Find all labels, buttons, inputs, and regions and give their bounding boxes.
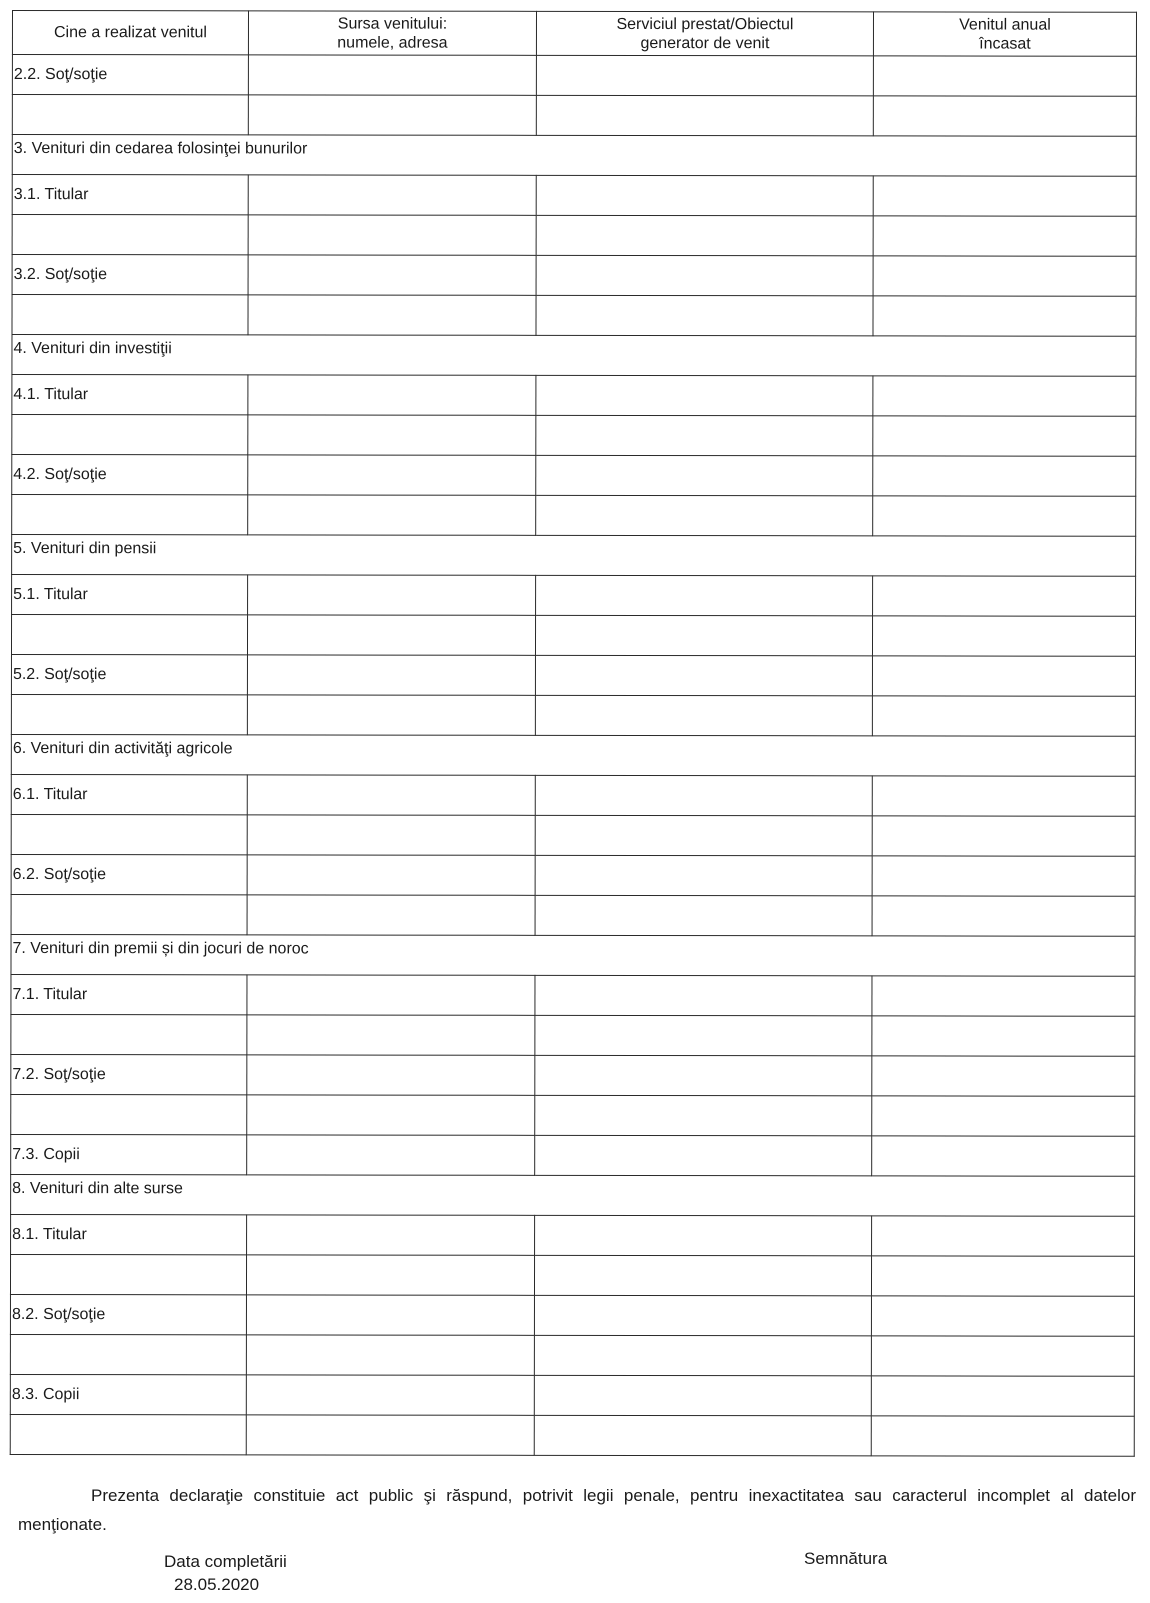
table-row [10, 1254, 1134, 1296]
cell-who: 8.3. Copii [10, 1374, 246, 1414]
table-row [10, 1334, 1134, 1376]
cell-annual-income [872, 1216, 1135, 1256]
cell-who: 7.3. Copii [11, 1134, 247, 1174]
cell-service [535, 815, 872, 856]
section-row [12, 135, 1136, 177]
table-body [10, 55, 1136, 1457]
cell-annual-income [872, 1136, 1135, 1176]
section-title: 6. Venituri din activităţi agricole [11, 734, 1135, 776]
section-title: 3. Venituri din cedarea folosinţei bunurilor [12, 135, 1136, 177]
cell-source [247, 975, 535, 1015]
section-title: 4. Venituri din investiţii [12, 335, 1136, 377]
cell-annual-income [872, 896, 1135, 936]
cell-service [535, 895, 872, 936]
cell-service [535, 655, 872, 696]
table-row [12, 55, 1136, 97]
cell-service [536, 175, 873, 216]
cell-source [247, 815, 535, 855]
header-source [248, 11, 536, 55]
section-row [12, 335, 1136, 377]
section-title: 8. Venituri din alte surse [11, 1174, 1135, 1216]
cell-annual-income [872, 696, 1135, 736]
cell-who: 3.2. Soţ/soţie [12, 255, 248, 295]
cell-service [535, 975, 872, 1016]
cell-source [248, 495, 536, 535]
table-row [11, 854, 1135, 896]
table-row [12, 495, 1136, 537]
section-row [11, 734, 1135, 776]
cell-service [536, 95, 873, 136]
cell-who [12, 295, 248, 335]
cell-source [247, 655, 535, 695]
table-row [12, 95, 1136, 137]
completion-date-value: 28.05.2020 [174, 1575, 260, 1594]
table-row [11, 1014, 1135, 1056]
cell-source [248, 375, 536, 415]
cell-who [12, 495, 248, 535]
section-row [11, 1174, 1135, 1216]
cell-service [535, 1095, 872, 1136]
cell-annual-income [871, 1256, 1134, 1296]
cell-source [246, 1255, 534, 1295]
cell-service [534, 1295, 871, 1336]
cell-source [246, 1375, 534, 1415]
cell-source [247, 615, 535, 655]
table-row [12, 175, 1136, 217]
cell-annual-income [872, 1056, 1135, 1096]
cell-annual-income [873, 56, 1136, 96]
cell-source [248, 415, 536, 455]
table-row [12, 215, 1136, 257]
cell-service [534, 1255, 871, 1296]
cell-service [536, 375, 873, 416]
table-row [11, 694, 1135, 736]
cell-annual-income [872, 1096, 1135, 1136]
table-row [11, 1214, 1135, 1256]
cell-who: 3.1. Titular [12, 175, 248, 215]
cell-annual-income [873, 496, 1136, 536]
table-row [11, 974, 1135, 1016]
cell-source [248, 575, 536, 615]
cell-annual-income [872, 856, 1135, 896]
cell-annual-income [872, 976, 1135, 1016]
cell-service [536, 455, 873, 496]
cell-source [248, 215, 536, 255]
cell-service [535, 1215, 872, 1256]
cell-source [248, 455, 536, 495]
table-row [12, 415, 1136, 457]
cell-source [247, 1015, 535, 1055]
cell-source [247, 855, 535, 895]
table-row [12, 375, 1136, 417]
cell-who: 5.2. Soţ/soţie [11, 655, 247, 695]
header-service-text: Serviciul prestat/Obiectul generator de venit [616, 15, 794, 52]
cell-who: 7.2. Soţ/soţie [11, 1054, 247, 1094]
cell-service [535, 615, 872, 656]
table-header-row [12, 11, 1136, 57]
cell-who: 8.2. Soţ/soţie [10, 1294, 246, 1334]
cell-annual-income [872, 656, 1135, 696]
cell-source [247, 1135, 535, 1175]
cell-who [12, 415, 248, 455]
cell-service [536, 215, 873, 256]
cell-service [535, 1135, 872, 1176]
cell-service [536, 575, 873, 616]
cell-who: 5.1. Titular [12, 575, 248, 615]
cell-source [247, 1055, 535, 1095]
table-row [10, 1414, 1134, 1456]
table-row [10, 1374, 1134, 1416]
completion-date-block [164, 1550, 287, 1596]
cell-service [535, 775, 872, 816]
cell-who [10, 1414, 246, 1454]
cell-annual-income [871, 1296, 1134, 1336]
cell-who [10, 1254, 246, 1294]
cell-source [246, 1335, 534, 1375]
cell-who [11, 894, 247, 934]
table-row [11, 615, 1135, 657]
cell-annual-income [873, 416, 1136, 456]
table-row [12, 255, 1136, 297]
cell-service [536, 415, 873, 456]
cell-who [11, 1094, 247, 1134]
cell-annual-income [872, 776, 1135, 816]
cell-source [248, 255, 536, 295]
header-annual-income [873, 12, 1136, 56]
cell-annual-income [872, 1016, 1135, 1056]
header-service [536, 11, 873, 56]
cell-source [247, 1215, 535, 1255]
table-row [11, 655, 1135, 697]
cell-source [247, 695, 535, 735]
cell-service [536, 55, 873, 96]
signature-label: Semnătura [804, 1549, 888, 1568]
cell-who: 7.1. Titular [11, 974, 247, 1014]
cell-who [12, 95, 248, 135]
table-row [11, 814, 1135, 856]
cell-source [248, 95, 536, 135]
cell-source [246, 1415, 534, 1455]
cell-annual-income [872, 616, 1135, 656]
cell-who [10, 1334, 246, 1374]
cell-who: 8.1. Titular [11, 1214, 247, 1254]
cell-source [248, 55, 536, 95]
table-row [12, 455, 1136, 497]
cell-annual-income [871, 1376, 1134, 1416]
cell-source [248, 295, 536, 335]
table-row [11, 1134, 1135, 1176]
table-row [12, 295, 1136, 337]
cell-source [246, 1295, 534, 1335]
cell-annual-income [871, 1336, 1134, 1376]
cell-who: 6.1. Titular [11, 774, 247, 814]
cell-source [248, 175, 536, 215]
cell-service [536, 295, 873, 336]
cell-who [12, 215, 248, 255]
cell-who [11, 694, 247, 734]
cell-who: 4.2. Soţ/soţie [12, 455, 248, 495]
cell-source [247, 895, 535, 935]
cell-annual-income [872, 816, 1135, 856]
cell-service [534, 1335, 871, 1376]
section-row [12, 535, 1136, 577]
cell-service [535, 1015, 872, 1056]
cell-annual-income [873, 256, 1136, 296]
header-annual-income-text: Venitul anual încasat [959, 15, 1051, 53]
cell-service [535, 855, 872, 896]
cell-annual-income [873, 176, 1136, 216]
cell-who [11, 615, 247, 655]
cell-source [247, 775, 535, 815]
table-row [11, 1094, 1135, 1136]
table-row [11, 774, 1135, 816]
section-row [11, 934, 1135, 976]
cell-service [535, 1055, 872, 1096]
cell-who: 6.2. Soţ/soţie [11, 854, 247, 894]
cell-who: 2.2. Soţ/soţie [12, 55, 248, 95]
section-title: 5. Venituri din pensii [12, 535, 1136, 577]
declaration-statement: Prezenta declaraţie constituie act public şi răspund, potrivit legii penale, pentru inexactitatea sau caracterul incomplet al datelor menţionate. [18, 1486, 1136, 1534]
cell-service [534, 1415, 871, 1456]
cell-annual-income [873, 216, 1136, 256]
header-source-text: Sursa venitului: numele, adresa [337, 15, 448, 52]
cell-service [536, 495, 873, 536]
table-row [11, 1054, 1135, 1096]
income-table [10, 10, 1137, 1457]
cell-annual-income [873, 296, 1136, 336]
cell-annual-income [873, 456, 1136, 496]
cell-annual-income [873, 576, 1136, 616]
cell-annual-income [873, 376, 1136, 416]
cell-service [536, 255, 873, 296]
cell-source [247, 1095, 535, 1135]
header-who: Cine a realizat venitul [12, 11, 248, 55]
table-row [11, 894, 1135, 936]
section-title: 7. Venituri din premii și din jocuri de noroc [11, 934, 1135, 976]
completion-date-label: Data completării [164, 1552, 287, 1571]
cell-service [535, 695, 872, 736]
cell-annual-income [871, 1416, 1134, 1456]
cell-service [534, 1375, 871, 1416]
cell-who [11, 814, 247, 854]
cell-annual-income [873, 96, 1136, 136]
cell-who: 4.1. Titular [12, 375, 248, 415]
cell-who [11, 1014, 247, 1054]
table-row [10, 1294, 1134, 1336]
table-row [12, 575, 1136, 617]
